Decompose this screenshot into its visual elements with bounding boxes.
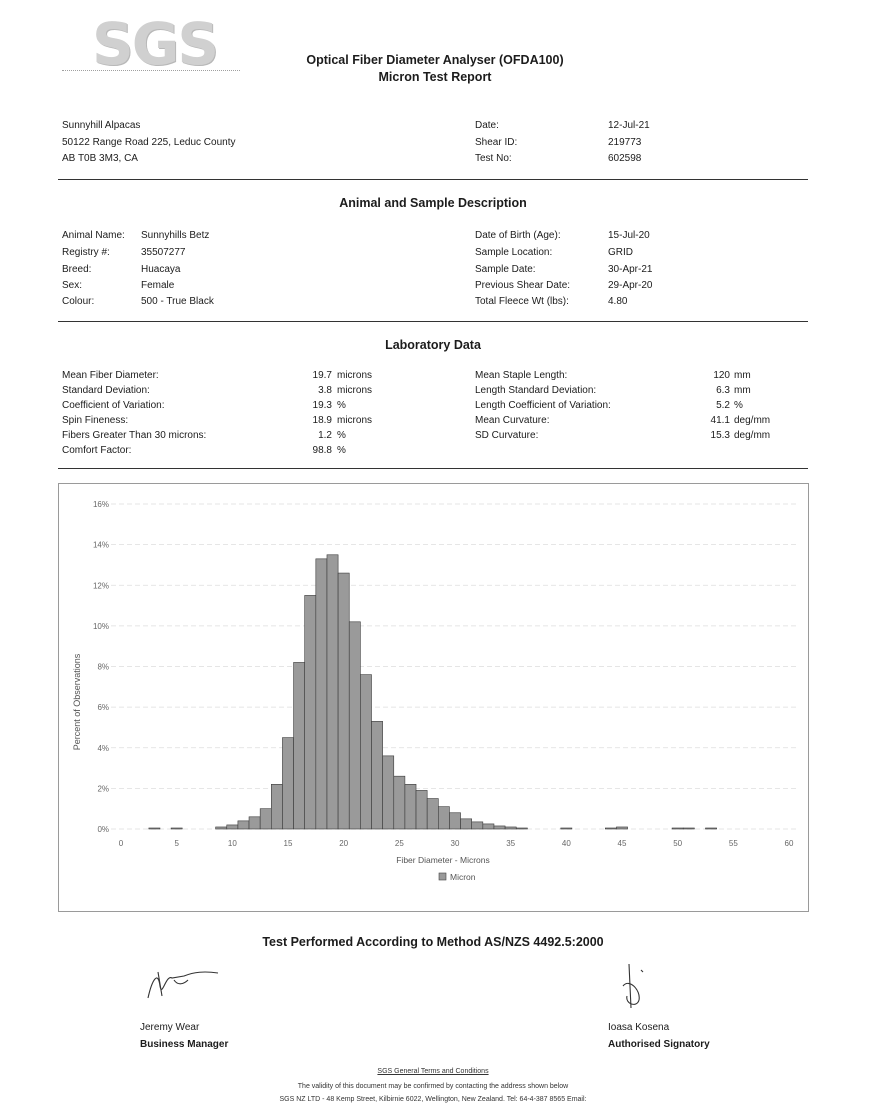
y-tick-label: 2%	[97, 784, 109, 794]
histogram-bar	[227, 825, 238, 829]
previous-shear-date-label: Previous Shear Date:	[475, 280, 571, 291]
histogram-bar	[672, 828, 683, 829]
dob-value: 15-Jul-20	[608, 230, 650, 241]
histogram-bar	[505, 827, 516, 829]
divider	[58, 179, 808, 180]
colour-label: Colour:	[62, 296, 95, 307]
test-no-label: Test No:	[475, 153, 512, 164]
length-cv-label: Length Coefficient of Variation:	[475, 400, 611, 411]
y-tick-label: 6%	[97, 703, 109, 713]
histogram-bar	[483, 824, 494, 829]
x-tick-label: 50	[673, 839, 683, 848]
histogram-bar	[461, 819, 472, 829]
colour-value: 500 - True Black	[141, 296, 214, 307]
mean-staple-length-label: Mean Staple Length:	[475, 370, 568, 381]
legend-label: Micron	[450, 872, 476, 882]
x-tick-label: 45	[617, 839, 627, 848]
client-address-line2: AB T0B 3M3, CA	[62, 153, 138, 164]
histogram-bar	[338, 573, 349, 829]
y-tick-label: 14%	[92, 540, 109, 550]
histogram-bar	[427, 799, 438, 829]
validity-note: The validity of this document may be confirmed by contacting the address shown below	[297, 1083, 569, 1090]
registry-value: 35507277	[141, 247, 186, 258]
histogram-bar	[561, 828, 572, 829]
standard-deviation-value: 3.8	[318, 385, 332, 396]
histogram-bar	[449, 813, 460, 829]
client-address-line1: 50122 Range Road 225, Leduc County	[62, 137, 236, 148]
sgs-logo: SGS	[92, 10, 218, 78]
y-tick-label: 12%	[92, 581, 109, 591]
signatory-2-title: Authorised Signatory	[608, 1039, 710, 1050]
histogram-bar	[260, 809, 271, 829]
y-tick-label: 4%	[97, 743, 109, 753]
x-tick-label: 0	[118, 839, 124, 848]
mean-curvature-label: Mean Curvature:	[475, 415, 550, 426]
x-tick-label: 25	[394, 839, 404, 848]
histogram-chart	[59, 484, 808, 911]
histogram-bar	[416, 790, 427, 829]
coefficient-of-variation-value: 19.3	[312, 400, 332, 411]
histogram-bar	[605, 828, 616, 829]
mean-staple-length-value: 120	[713, 370, 730, 381]
histogram-bar	[238, 821, 249, 829]
y-axis-label: Percent of Observations	[72, 653, 82, 751]
x-axis-ticks	[119, 839, 794, 848]
fleece-weight-label: Total Fleece Wt (lbs):	[475, 296, 569, 307]
histogram-bar	[249, 817, 260, 829]
histogram-bar	[171, 828, 182, 829]
chart-gridlines	[111, 504, 797, 829]
animal-name-label: Animal Name:	[62, 230, 125, 241]
mean-fiber-diameter-unit: microns	[337, 370, 373, 381]
y-tick-label: 8%	[97, 662, 109, 672]
spin-fineness-unit: microns	[337, 415, 373, 426]
fibers-over-30-label: Fibers Greater Than 30 microns:	[62, 430, 207, 441]
fleece-weight-value: 4.80	[608, 296, 628, 307]
y-axis-ticks	[93, 500, 109, 834]
histogram-bar	[683, 828, 694, 829]
x-tick-label: 10	[227, 839, 237, 848]
length-sd-value: 6.3	[716, 385, 730, 396]
sample-date-label: Sample Date:	[475, 264, 536, 275]
logo-underline	[62, 70, 240, 71]
sample-location-value: GRID	[608, 247, 633, 258]
x-tick-label: 30	[450, 839, 460, 848]
animal-name-value: Sunnyhills Betz	[141, 230, 210, 241]
divider	[58, 321, 808, 322]
client-name: Sunnyhill Alpacas	[62, 120, 141, 131]
signature-jeremy-wear	[138, 960, 233, 1010]
sex-value: Female	[141, 280, 175, 291]
sd-curvature-unit: deg/mm	[734, 430, 771, 441]
signature-ioasa-kosena	[615, 960, 655, 1015]
mean-curvature-unit: deg/mm	[734, 415, 771, 426]
y-tick-label: 0%	[97, 825, 109, 834]
sd-curvature-value: 15.3	[710, 430, 730, 441]
comfort-factor-label: Comfort Factor:	[62, 445, 132, 456]
x-tick-label: 15	[283, 839, 293, 848]
comfort-factor-unit: %	[337, 445, 346, 456]
lab-section-title: Laboratory Data	[385, 338, 481, 352]
length-sd-label: Length Standard Deviation:	[475, 385, 597, 396]
company-address: SGS NZ LTD - 48 Kemp Street, Kilbirnie 6022, Wellington, New Zealand. Tel: 64-4-387 8565 Email:	[279, 1096, 587, 1103]
x-tick-label: 20	[339, 839, 349, 848]
animal-section-title: Animal and Sample Description	[339, 196, 527, 210]
breed-label: Breed:	[62, 264, 92, 275]
standard-deviation-label: Standard Deviation:	[62, 385, 150, 396]
histogram-bar	[394, 776, 405, 829]
x-tick-label: 35	[506, 839, 516, 848]
histogram-bar	[316, 559, 327, 829]
x-tick-label: 40	[561, 839, 571, 848]
sample-date-value: 30-Apr-21	[608, 264, 653, 275]
divider	[58, 468, 808, 469]
length-cv-value: 5.2	[716, 400, 730, 411]
mean-fiber-diameter-label: Mean Fiber Diameter:	[62, 370, 159, 381]
histogram-bar	[438, 807, 449, 829]
shear-id-label: Shear ID:	[475, 137, 518, 148]
registry-label: Registry #:	[62, 247, 110, 258]
length-sd-unit: mm	[734, 385, 751, 396]
mean-fiber-diameter-value: 19.7	[312, 370, 332, 381]
mean-curvature-value: 41.1	[710, 415, 730, 426]
breed-value: Huacaya	[141, 264, 181, 275]
histogram-bar	[282, 738, 293, 829]
coefficient-of-variation-label: Coefficient of Variation:	[62, 400, 165, 411]
sample-location-label: Sample Location:	[475, 247, 553, 258]
histogram-bar	[305, 595, 316, 829]
date-value: 12-Jul-21	[608, 120, 650, 131]
fibers-over-30-unit: %	[337, 430, 346, 441]
histogram-bar	[149, 828, 160, 829]
report-subtitle: Micron Test Report	[378, 70, 492, 84]
x-axis-label: Fiber Diameter - Microns	[396, 855, 490, 865]
standard-deviation-unit: microns	[337, 385, 373, 396]
x-tick-label: 60	[784, 839, 794, 848]
signatory-1-name: Jeremy Wear	[140, 1022, 200, 1033]
y-tick-label: 16%	[92, 500, 109, 509]
histogram-bar	[372, 721, 383, 829]
x-tick-label: 55	[728, 839, 738, 848]
histogram-bar	[349, 622, 360, 829]
mean-staple-length-unit: mm	[734, 370, 751, 381]
terms-link[interactable]: SGS General Terms and Conditions	[377, 1068, 489, 1075]
spin-fineness-value: 18.9	[312, 415, 332, 426]
signatory-1-title: Business Manager	[140, 1039, 229, 1050]
y-tick-label: 10%	[92, 621, 109, 631]
shear-id-value: 219773	[608, 137, 642, 148]
signatory-2-name: Ioasa Kosena	[608, 1022, 670, 1033]
histogram-bar	[472, 822, 483, 829]
dob-label: Date of Birth (Age):	[475, 230, 561, 241]
histogram-bar	[494, 826, 505, 829]
coefficient-of-variation-unit: %	[337, 400, 346, 411]
comfort-factor-value: 98.8	[312, 445, 332, 456]
histogram-bars	[149, 555, 717, 829]
histogram-bar	[216, 827, 227, 829]
sex-label: Sex:	[62, 280, 83, 291]
date-label: Date:	[475, 120, 499, 131]
legend-swatch	[439, 873, 446, 880]
histogram-bar	[616, 827, 627, 829]
histogram-bar	[383, 756, 394, 829]
histogram-bar	[405, 784, 416, 829]
report-title: Optical Fiber Diameter Analyser (OFDA100)	[306, 53, 564, 67]
fibers-over-30-value: 1.2	[318, 430, 332, 441]
histogram-bar	[360, 675, 371, 829]
histogram-bar	[516, 828, 527, 829]
histogram-bar	[327, 555, 338, 829]
length-cv-unit: %	[734, 400, 743, 411]
spin-fineness-label: Spin Fineness:	[62, 415, 129, 426]
test-no-value: 602598	[608, 153, 642, 164]
x-tick-label: 5	[174, 839, 179, 848]
method-statement: Test Performed According to Method AS/NZS 4492.5:2000	[262, 935, 604, 949]
sd-curvature-label: SD Curvature:	[475, 430, 539, 441]
histogram-bar	[271, 784, 282, 829]
histogram-bar	[294, 662, 305, 829]
histogram-chart-frame	[58, 483, 809, 912]
previous-shear-date-value: 29-Apr-20	[608, 280, 653, 291]
histogram-bar	[706, 828, 717, 829]
